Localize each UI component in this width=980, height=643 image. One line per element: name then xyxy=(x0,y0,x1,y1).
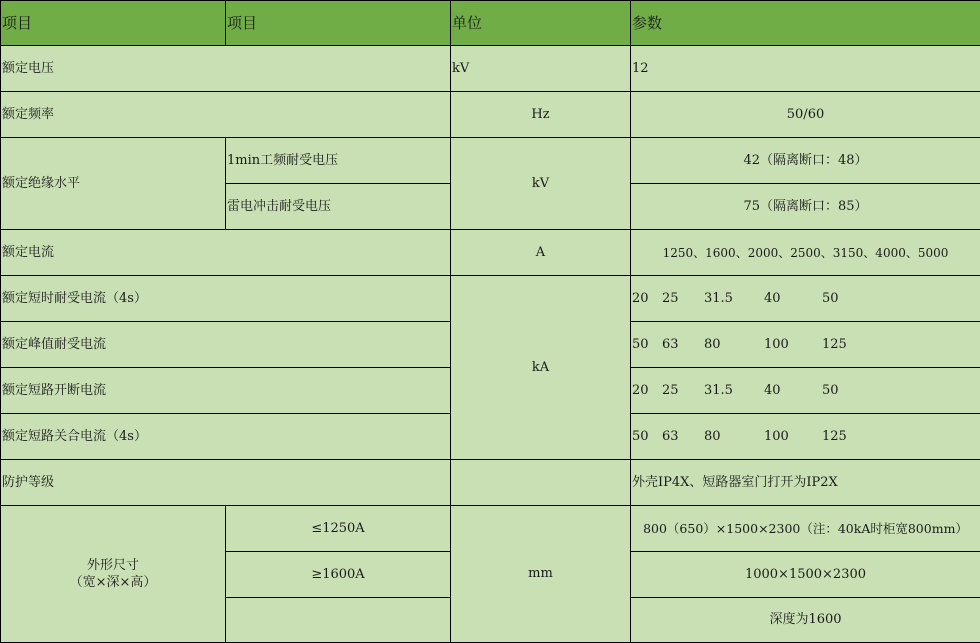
value-cell: 50 xyxy=(822,290,839,306)
dimension-label: 外形尺寸 xyxy=(86,558,139,573)
row-value: 42（隔离断口：48） xyxy=(631,138,980,184)
header-unit: 单位 xyxy=(451,1,631,46)
row-sublabel: 1min工频耐受电压 xyxy=(226,138,451,184)
row-label: 额定绝缘水平 xyxy=(1,138,226,230)
row-label: 额定电压 xyxy=(1,46,451,92)
value-cell: 80 xyxy=(704,336,721,352)
header-row xyxy=(1,1,980,46)
row-unit: mm xyxy=(451,506,631,643)
row-unit xyxy=(451,460,631,506)
table-row xyxy=(1,138,980,184)
row-sublabel: ≤1250A xyxy=(226,506,451,552)
row-label: 额定频率 xyxy=(1,92,451,138)
value-cell: 80 xyxy=(704,428,721,444)
value-cell: 50 xyxy=(632,428,649,444)
header-subitem: 项目 xyxy=(226,1,451,46)
row-values xyxy=(631,368,980,414)
dimension-sublabel: （宽×深×高） xyxy=(69,575,157,590)
value-cell: 50 xyxy=(632,336,649,352)
row-label: 额定峰值耐受电流 xyxy=(1,322,451,368)
value-cell: 125 xyxy=(822,336,847,352)
row-unit: A xyxy=(451,230,631,276)
row-sublabel xyxy=(226,598,451,643)
value-cell: 50 xyxy=(822,382,839,398)
row-label: 额定短时耐受电流（4s） xyxy=(1,276,451,322)
row-sublabel: ≥1600A xyxy=(226,552,451,598)
row-sublabel: 雷电冲击耐受电压 xyxy=(226,184,451,230)
row-value: 1250、1600、2000、2500、3150、4000、5000 xyxy=(631,230,980,276)
row-label: 防护等级 xyxy=(1,460,451,506)
header-item: 项目 xyxy=(1,1,226,46)
header-param: 参数 xyxy=(631,1,980,46)
row-value: 12 xyxy=(631,46,980,92)
table-row xyxy=(1,460,980,506)
row-value: 800（650）×1500×2300（注：40kA时柜宽800mm） xyxy=(631,506,980,552)
row-values xyxy=(631,414,980,460)
row-value: 外壳IP4X、短路器室门打开为IP2X xyxy=(631,460,980,506)
value-cell: 63 xyxy=(662,336,679,352)
value-cell: 100 xyxy=(764,336,789,352)
value-cell: 40 xyxy=(764,382,781,398)
value-cell: 25 xyxy=(662,290,679,306)
row-label: 额定电流 xyxy=(1,230,451,276)
row-values xyxy=(631,322,980,368)
value-cell: 31.5 xyxy=(704,382,733,398)
row-unit: Hz xyxy=(451,92,631,138)
value-cell: 20 xyxy=(632,290,649,306)
row-values xyxy=(631,276,980,322)
row-value: 50/60 xyxy=(631,92,980,138)
row-value: 1000×1500×2300 xyxy=(631,552,980,598)
table-row xyxy=(1,276,980,322)
row-label: 额定短路开断电流 xyxy=(1,368,451,414)
table-row xyxy=(1,230,980,276)
table-row xyxy=(1,506,980,552)
value-cell: 63 xyxy=(662,428,679,444)
table-row xyxy=(1,92,980,138)
row-label xyxy=(1,506,226,643)
value-cell: 125 xyxy=(822,428,847,444)
row-label: 额定短路关合电流（4s） xyxy=(1,414,451,460)
row-value: 深度为1600 xyxy=(631,598,980,643)
row-unit: kA xyxy=(451,276,631,460)
row-unit: kV xyxy=(451,46,631,92)
value-cell: 40 xyxy=(764,290,781,306)
table-row xyxy=(1,46,980,92)
value-cell: 20 xyxy=(632,382,649,398)
row-unit: kV xyxy=(451,138,631,230)
row-value: 75（隔离断口：85） xyxy=(631,184,980,230)
value-cell: 100 xyxy=(764,428,789,444)
value-cell: 31.5 xyxy=(704,290,733,306)
value-cell: 25 xyxy=(662,382,679,398)
